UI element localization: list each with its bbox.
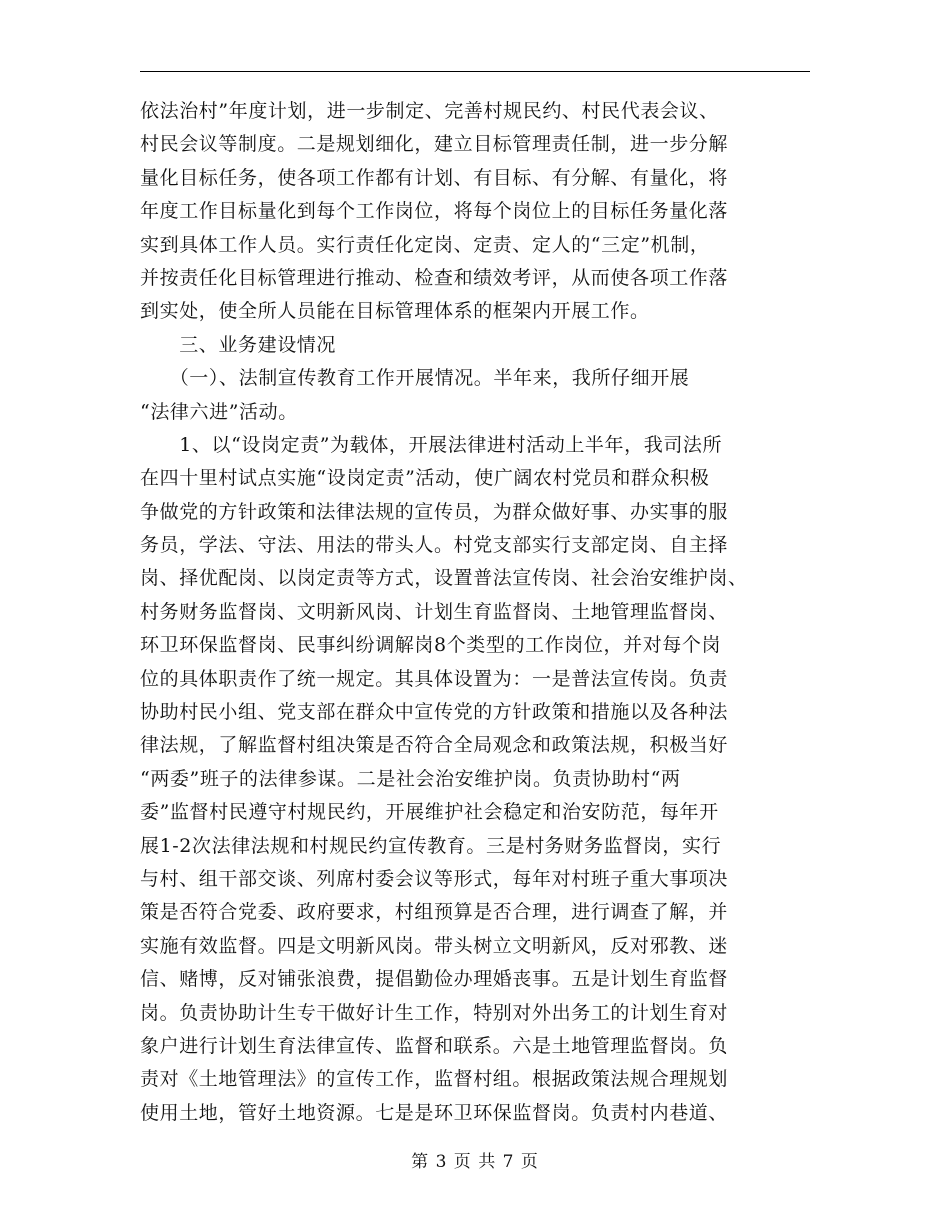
text-line: 委”监督村民遵守村规民约，开展维护社会稳定和治安防范，每年开: [140, 801, 719, 824]
text-line: 责对《土地管理法》的宣传工作，监督村组。根据政策法规合理规划: [140, 1068, 729, 1091]
text-line: 争做党的方针政策和法律法规的宣传员，为群众做好事、办实事的服: [140, 500, 729, 523]
text-line: 到实处，使全所人员能在目标管理体系的框架内开展工作。: [140, 300, 650, 323]
text-line: 年度工作目标量化到每个工作岗位，将每个岗位上的目标任务量化落: [140, 200, 729, 223]
text-line: 1、以“设岗定责”为载体，开展法律进村活动上半年，我司法所: [140, 433, 723, 456]
text-line: 协助村民小组、党支部在群众中宣传党的方针政策和措施以及各种法: [140, 701, 729, 724]
page-number: 第 3 页 共 7 页: [411, 1152, 539, 1172]
text-line: （一）、法制宣传教育工作开展情况。半年来，我所仔细开展: [140, 367, 690, 390]
text-line: 实到具体工作人员。实行责任化定岗、定责、定人的“三定”机制，: [140, 233, 710, 256]
text-line: 位的具体职责作了统一规定。其具体设置为：一是普法宣传岗。负责: [140, 667, 729, 690]
text-line: 策是否符合党委、政府要求，村组预算是否合理，进行调查了解，并: [140, 901, 729, 924]
text-line: “两委”班子的法律参谋。二是社会治安维护岗。负责协助村“两: [140, 767, 681, 790]
document-body: [140, 95, 810, 1130]
text-line: 并按责任化目标管理进行推动、检查和绩效考评，从而使各项工作落: [140, 266, 729, 289]
text-line: 村务财务监督岗、文明新风岗、计划生育监督岗、土地管理监督岗、: [140, 600, 729, 623]
text-line: 展1-2次法律法规和村规民约宣传教育。三是村务财务监督岗，实行: [140, 834, 722, 857]
text-line: “法律六进”活动。: [140, 400, 298, 423]
text-line: 与村、组干部交谈、列席村委会议等形式，每年对村班子重大事项决: [140, 867, 729, 890]
header-rule: [140, 71, 810, 72]
text-line: 量化目标任务，使各项工作都有计划、有目标、有分解、有量化，将: [140, 166, 729, 189]
text-line: 在四十里村试点实施“设岗定责”活动，使广阔农村党员和群众积极: [140, 467, 710, 490]
text-line: 信、赌博，反对铺张浪费，提倡勤俭办理婚丧事。五是计划生育监督: [140, 968, 729, 991]
text-line: 务员，学法、守法、用法的带头人。村党支部实行支部定岗、自主择: [140, 534, 729, 557]
text-line: 依法治村”年度计划，进一步制定、完善村规民约、村民代表会议、: [140, 100, 719, 122]
text-line: 律法规，了解监督村组决策是否符合全局观念和政策法规，积极当好: [140, 734, 729, 757]
text-line: 象户进行计划生育法律宣传、监督和联系。六是土地管理监督岗。负: [140, 1034, 729, 1057]
text-line: 岗。负责协助计生专干做好计生工作，特别对外出务工的计划生育对: [140, 1001, 729, 1024]
text-line: 环卫环保监督岗、民事纠纷调解岗8个类型的工作岗位，并对每个岗: [140, 634, 722, 657]
text-line: 岗、择优配岗、以岗定责等方式，设置普法宣传岗、社会治安维护岗、: [140, 567, 748, 590]
text-line: 村民会议等制度。二是规划细化，建立目标管理责任制，进一步分解: [140, 133, 729, 156]
text-line: 使用土地，管好土地资源。七是是环卫环保监督岗。负责村内巷道、: [140, 1101, 729, 1124]
text-line: 实施有效监督。四是文明新风岗。带头树立文明新风，反对邪教、迷: [140, 934, 729, 957]
section-heading: 三、业务建设情况: [140, 333, 337, 356]
